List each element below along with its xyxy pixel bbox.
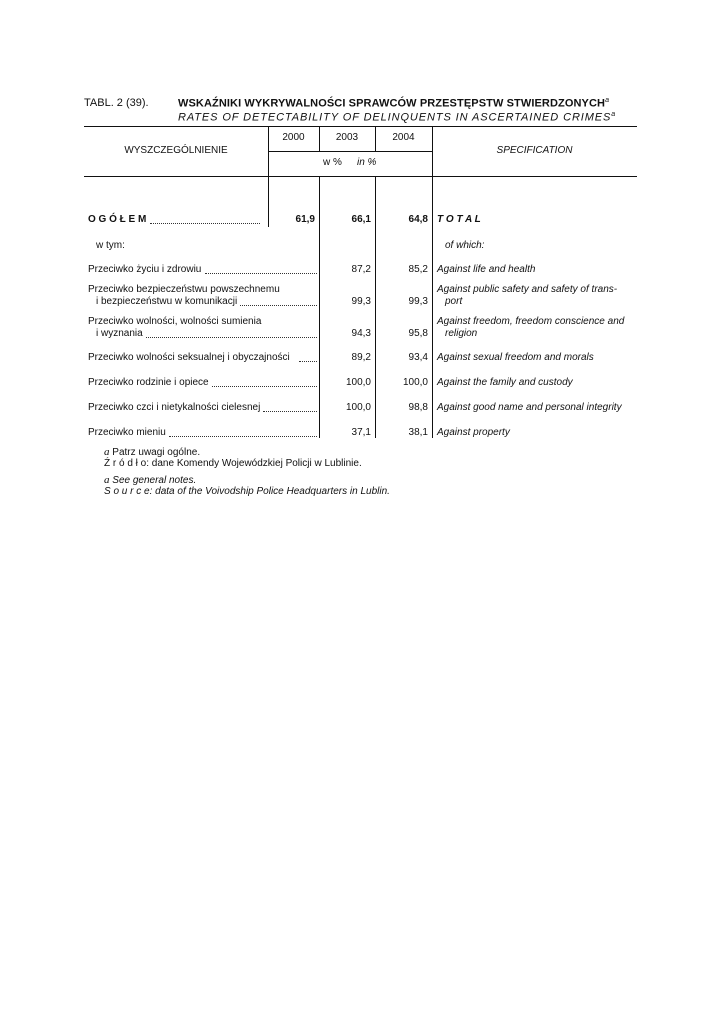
row-value-2004: 98,8 xyxy=(408,402,428,413)
row-leader-dots xyxy=(240,297,317,306)
footnote-polish-source xyxy=(104,458,362,469)
table-top-rule xyxy=(84,126,637,127)
row-label-polish: Przeciwko życiu i zdrowiu xyxy=(88,264,202,275)
total-label-english: T O T A L xyxy=(437,214,481,225)
row-label-english: Against sexual freedom and morals xyxy=(437,352,594,363)
year-row-rule xyxy=(268,151,432,152)
row-label-polish: Przeciwko rodzinie i opiece xyxy=(88,377,209,388)
footnote-polish-source-text: dane Komendy Wojewódzkiej Policji w Lublinie. xyxy=(151,458,362,469)
row-label-polish: Przeciwko czci i nietykalności cielesnej xyxy=(88,402,261,413)
footnote-english-source-text: data of the Voivodship Police Headquarters in Lublin. xyxy=(155,486,390,497)
row-label-english: Against freedom, freedom conscience and xyxy=(437,316,625,327)
footnote-english-note-text: See general notes. xyxy=(112,475,197,486)
row-label-english: Against good name and personal integrity xyxy=(437,402,622,413)
footnote-mark-english: a xyxy=(104,474,110,486)
row-label-polish: Przeciwko mieniu xyxy=(88,427,166,438)
row-value-2003: 37,1 xyxy=(351,427,371,438)
year-2004: 2004 xyxy=(392,132,415,143)
row-value-2004: 85,2 xyxy=(408,264,428,275)
unit-english: in % xyxy=(357,157,377,168)
footnote-english-note xyxy=(104,474,196,486)
row-label-english-cont: port xyxy=(445,296,463,307)
footnote-english-source xyxy=(104,486,390,497)
footnote-polish-note-text: Patrz uwagi ogólne. xyxy=(112,447,201,458)
row-value-2003: 89,2 xyxy=(351,352,371,363)
of-which-polish: w tym: xyxy=(96,240,125,251)
row-leader-dots xyxy=(205,265,317,274)
total-value-2003: 66,1 xyxy=(351,214,371,225)
title-polish-text: WSKAŹNIKI WYKRYWALNOŚCI SPRAWCÓW PRZESTĘPSTW STWIERDZONYCH xyxy=(178,97,606,110)
row-label-polish-cont: i wyznania xyxy=(96,328,143,339)
row-label-english: Against the family and custody xyxy=(437,377,573,388)
year-2000: 2000 xyxy=(282,132,305,143)
title-english-text: RATES OF DETECTABILITY OF DELINQUENTS IN ASCERTAINED CRIMES xyxy=(178,111,612,124)
row-value-2003: 100,0 xyxy=(345,377,371,388)
row-value-2003: 99,3 xyxy=(351,296,371,307)
row-value-2004: 93,4 xyxy=(408,352,428,363)
row-value-2004: 95,8 xyxy=(408,328,428,339)
row-label-english: Against public safety and safety of trans- xyxy=(437,284,618,295)
row-value-2004: 100,0 xyxy=(402,377,428,388)
row-label-english-cont: religion xyxy=(445,328,478,339)
title-english xyxy=(178,111,616,124)
footnote-polish-source-label: Ź r ó d ł o: xyxy=(104,458,150,469)
row-leader-dots xyxy=(169,428,317,437)
row-leader-dots xyxy=(212,378,317,387)
row-leader-dots xyxy=(146,329,317,338)
of-which-english: of which: xyxy=(445,240,485,251)
row-value-2003: 87,2 xyxy=(351,264,371,275)
row-label-polish: Przeciwko bezpieczeństwu powszechnemu xyxy=(88,284,280,295)
row-leader-dots xyxy=(263,403,317,412)
title-note-mark: a xyxy=(605,97,610,104)
row-label-english: Against life and health xyxy=(437,264,536,275)
row-label-polish-cont: i bezpieczeństwu w komunikacji xyxy=(96,296,238,307)
title-polish xyxy=(178,97,609,110)
footnote-polish-note xyxy=(104,446,200,458)
unit-polish: w % xyxy=(323,157,342,168)
header-label-english: SPECIFICATION xyxy=(496,145,573,156)
total-leader-dots xyxy=(150,215,260,224)
row-label-polish: Przeciwko wolności seksualnej i obyczajności xyxy=(88,352,290,363)
col-divider-right xyxy=(432,126,433,438)
total-value-2000: 61,9 xyxy=(295,214,315,225)
table-number: TABL. 2 (39). xyxy=(84,97,149,109)
row-value-2003: 100,0 xyxy=(345,402,371,413)
row-label-polish: Przeciwko wolności, wolności sumienia xyxy=(88,316,262,327)
year-2003: 2003 xyxy=(335,132,359,143)
row-value-2004: 38,1 xyxy=(408,427,428,438)
title-english-note-mark: a xyxy=(611,111,617,118)
header-label-polish: WYSZCZEGÓLNIENIE xyxy=(124,145,228,156)
row-leader-dots xyxy=(299,353,317,362)
row-label-english: Against property xyxy=(437,427,510,438)
footnote-mark: a xyxy=(104,446,110,458)
total-label-polish: O G Ó Ł E M xyxy=(88,214,147,225)
footnote-english-source-label: S o u r c e: xyxy=(104,486,153,497)
header-bottom-rule xyxy=(84,176,637,177)
row-value-2004: 99,3 xyxy=(408,296,428,307)
total-value-2004: 64,8 xyxy=(408,214,428,225)
row-value-2003: 94,3 xyxy=(351,328,371,339)
